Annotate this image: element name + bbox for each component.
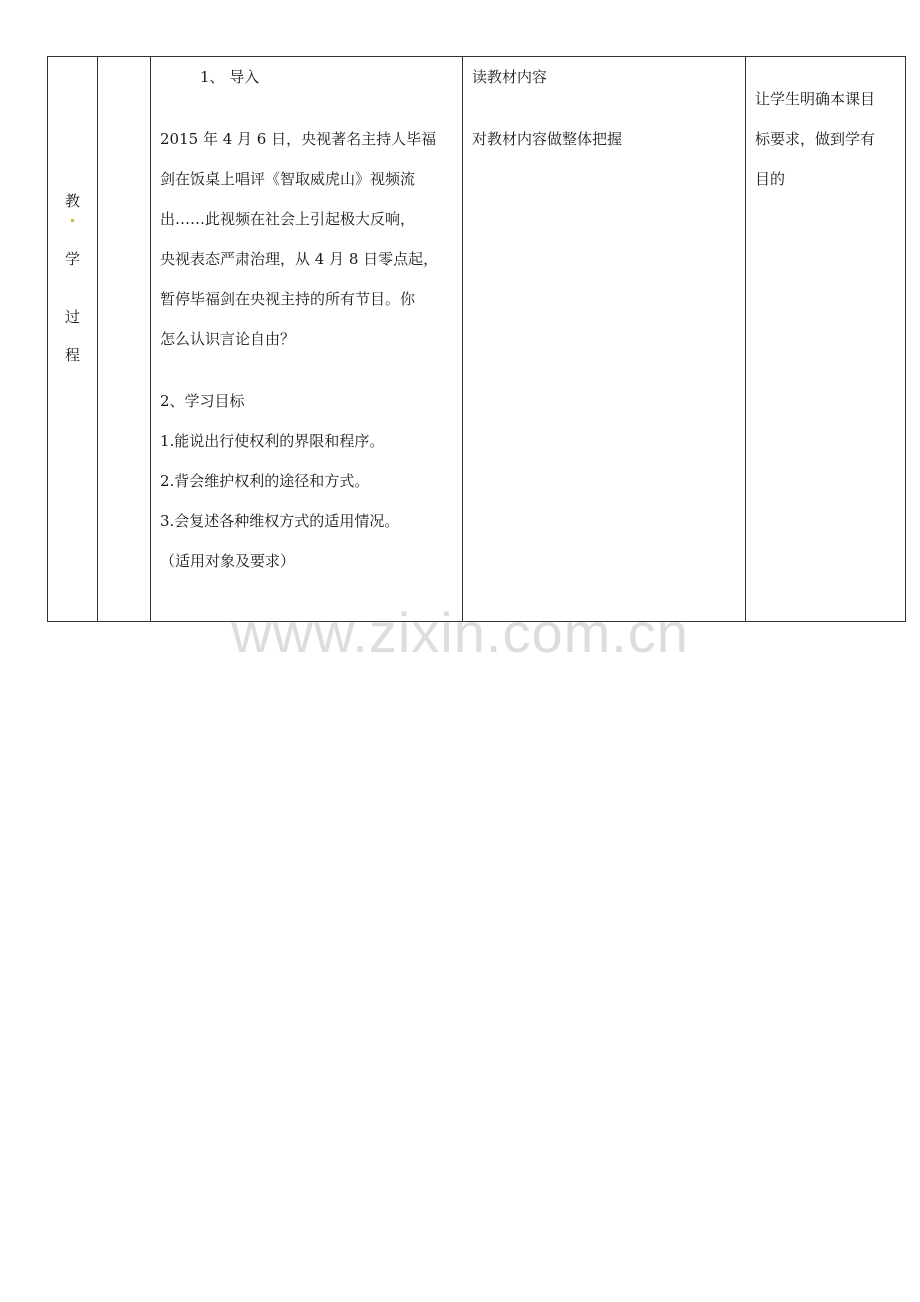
activity-line: 对教材内容做整体把握 [472, 130, 623, 148]
spacer [160, 359, 454, 381]
goal-item: 2.背会维护权利的途径和方式。 [160, 472, 370, 490]
table-row [48, 57, 906, 622]
intro-line: 怎么认识言论自由？ [160, 330, 296, 348]
activity-line: 读教材内容 [472, 68, 548, 86]
intro-line: 暂停毕福剑在央视主持的所有节目。你 [160, 290, 416, 308]
stage-dot-spacer [48, 219, 97, 239]
spacer [160, 97, 454, 119]
spacer [755, 57, 901, 79]
student-activity-cell [463, 57, 746, 622]
goal-item: 3.会复述各种维权方式的适用情况。 [160, 512, 400, 530]
audience-note: （适用对象及要求） [160, 552, 296, 570]
dot-mark-icon [71, 219, 74, 222]
intro-heading-text: 1、 导入 [200, 68, 260, 86]
stage-char: 教 [64, 192, 80, 210]
stage-cell [48, 57, 98, 622]
purpose-cell [746, 57, 906, 622]
content-cell [151, 57, 463, 622]
intro-line: 央视表态严肃治理，从 4 月 8 日零点起， [160, 250, 439, 268]
stage-label [48, 181, 97, 373]
intro-heading [160, 57, 454, 97]
stage-spacer [48, 277, 97, 297]
purpose-line: 让学生明确本课目 [755, 90, 876, 108]
intro-line: 2015 年 4 月 6 日，央视著名主持人毕福 [160, 130, 437, 148]
intro-line: 出……此视频在社会上引起极大反响， [160, 210, 416, 228]
intro-line: 剑在饭桌上唱评《智取威虎山》视频流 [160, 170, 416, 188]
stage-char: 程 [64, 346, 80, 364]
site-watermark: www.zixin.com.cn [231, 601, 689, 664]
stage-char: 过 [64, 308, 80, 326]
goal-item: 1.能说出行使权利的界限和程序。 [160, 432, 385, 450]
stage-char: 学 [64, 250, 80, 268]
goals-heading: 2、学习目标 [160, 392, 245, 410]
blank-cell [98, 57, 151, 622]
purpose-line: 标要求，做到学有 [755, 130, 876, 148]
spacer [472, 97, 737, 119]
purpose-line: 目的 [755, 170, 786, 188]
lesson-plan-table [47, 56, 906, 622]
